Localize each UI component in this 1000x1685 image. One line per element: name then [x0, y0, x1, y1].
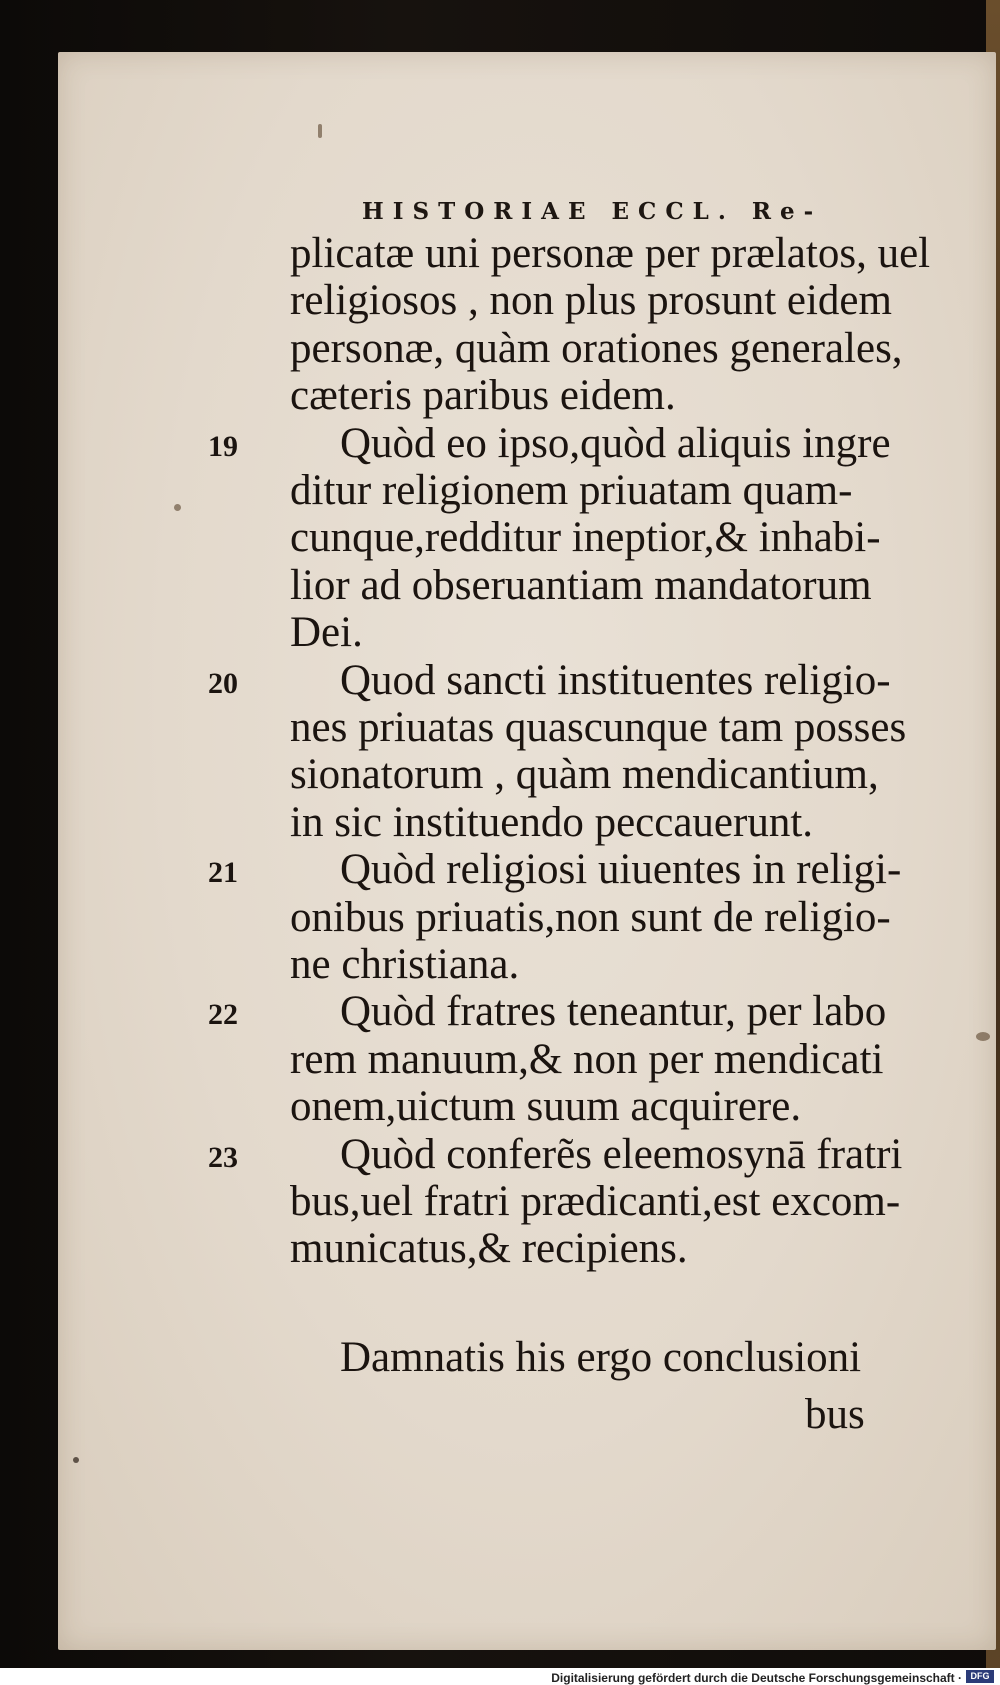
margin-number: 20 [208, 667, 238, 700]
text-line: rem manuum,& non per mendicati [290, 1036, 884, 1083]
margin-number: 21 [208, 856, 238, 889]
text-line: cæteris paribus eidem. [290, 372, 676, 419]
catchword: bus [805, 1391, 865, 1438]
text-line: Quòd conferẽs eleemosynā fratri [340, 1131, 903, 1178]
text-line: Quòd eo ipso,quòd aliquis ingre [340, 420, 891, 467]
text-line: cunque,redditur ineptior,& inhabi- [290, 514, 881, 561]
text-line: Quòd fratres teneantur, per labo [340, 988, 887, 1035]
margin-number: 23 [208, 1141, 238, 1174]
text-line: ne christiana. [290, 941, 520, 988]
text-line: ditur religionem priuatam quam- [290, 467, 853, 514]
running-head: HISTORIAE ECCL. Re- [362, 198, 823, 225]
dfg-logo: DFG [966, 1670, 994, 1683]
text-line: nes priuatas quascunque tam posses [290, 704, 907, 751]
paper-speck [976, 1032, 990, 1041]
text-line: personæ, quàm orationes generales, [290, 325, 903, 372]
text-line: plicatæ uni personæ per prælatos, uel [290, 230, 931, 277]
margin-number: 22 [208, 998, 238, 1031]
text-line: onibus priuatis,non sunt de religio- [290, 894, 891, 941]
text-line: Quòd religiosi uiuentes in religi- [340, 846, 902, 893]
text-line: lior ad obseruantiam mandatorum [290, 562, 872, 609]
closing-line: Damnatis his ergo conclusioni [340, 1334, 862, 1381]
text-line: Quod sancti instituentes religio- [340, 657, 891, 704]
text-line: religiosos , non plus prosunt eidem [290, 277, 892, 324]
text-line: bus,uel fratri prædicanti,est excom- [290, 1178, 901, 1225]
paper-speck [73, 1457, 79, 1463]
margin-number: 19 [208, 430, 238, 463]
paper-speck [174, 504, 181, 511]
text-line: municatus,& recipiens. [290, 1225, 688, 1272]
text-line: sionatorum , quàm mendicantium, [290, 751, 879, 798]
text-line: in sic instituendo peccauerunt. [290, 799, 814, 846]
text-line: onem,uictum suum acquirere. [290, 1083, 802, 1130]
text-line: Dei. [290, 609, 363, 656]
footer-credit: Digitalisierung gefördert durch die Deutsche Forschungsgemeinschaft · [551, 1671, 962, 1685]
paper-speck [318, 124, 322, 138]
